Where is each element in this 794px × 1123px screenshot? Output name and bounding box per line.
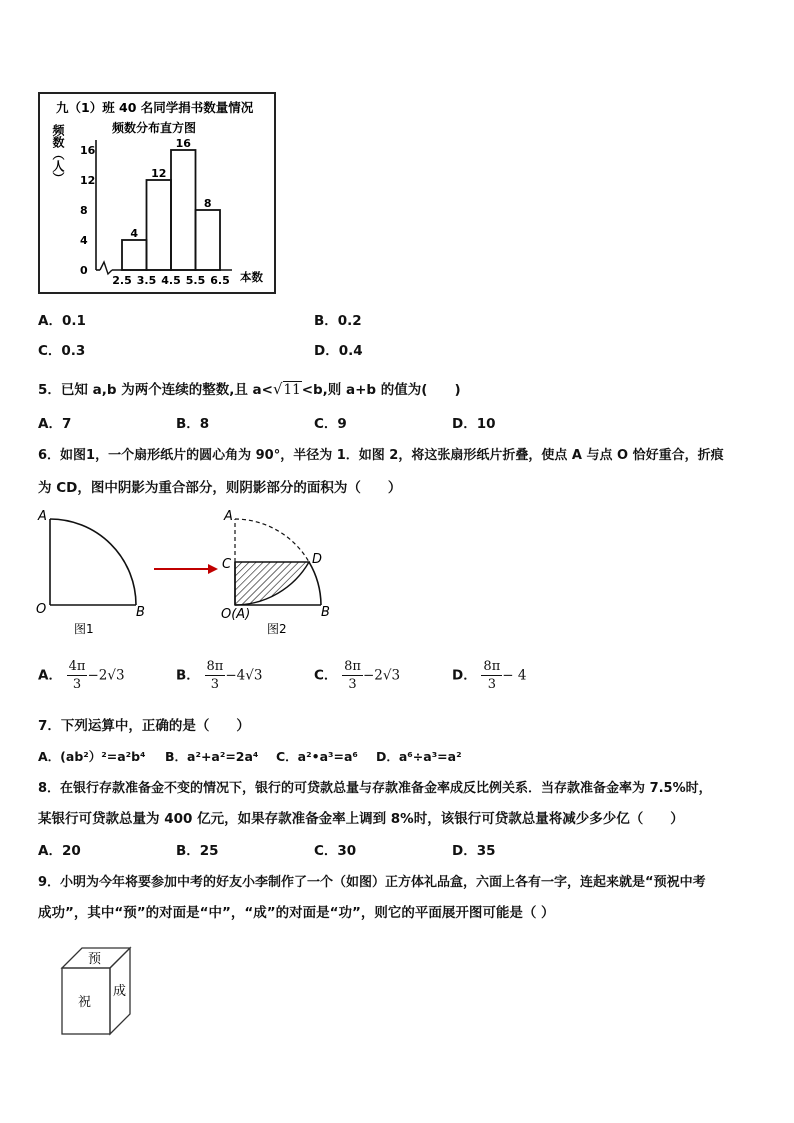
histogram-bar <box>147 180 172 270</box>
sqrt-symbol: √ <box>272 380 283 398</box>
q8-option-d: D．35 <box>452 843 496 859</box>
q7-option-c: C．a²•a³=a⁶ <box>276 749 358 764</box>
fig1-caption: 图1 <box>74 622 94 636</box>
cube-top-char: 预 <box>88 952 102 967</box>
q5-option-c: C．9 <box>314 416 347 432</box>
q6-option-d-tail: − 4 <box>502 667 527 684</box>
fraction-numerator: 8π <box>483 659 501 674</box>
q4-option-a: A．0.1 <box>38 313 86 329</box>
fig1-label-b: B <box>136 605 145 620</box>
q9-line-1: 9．小明为今年将要参加中考的好友小李制作了一个（如图）正方体礼品盒，六面上各有一字，连起来就是“预祝中考 <box>38 875 706 890</box>
q6-option-a <box>38 658 125 693</box>
histogram-chart <box>40 94 274 292</box>
q5-option-b: B．8 <box>176 416 210 432</box>
q6-figures <box>30 505 350 640</box>
q6-option-c-fraction <box>342 658 363 693</box>
fraction-numerator: 8π <box>344 659 361 674</box>
chart-title: 九（1）班 40 名同学捐书数量情况 <box>56 100 254 115</box>
q6-option-a-fraction <box>67 658 88 693</box>
q5-stem <box>38 380 461 399</box>
q6-option-d-fraction <box>481 658 502 693</box>
cube-side-char: 成 <box>113 984 127 999</box>
q5-text-before: 5．已知 a,b 为两个连续的整数,且 a< <box>38 382 273 398</box>
fraction-denominator: 3 <box>348 677 357 692</box>
fraction-numerator: 4π <box>68 659 86 674</box>
q8-option-b: B．25 <box>176 843 219 859</box>
q6-option-d-letter: D． <box>452 667 477 684</box>
fraction-numerator: 8π <box>206 659 224 674</box>
q4-option-d: D．0.4 <box>314 343 363 359</box>
q8-option-a: A．20 <box>38 843 81 859</box>
histogram-frame <box>38 92 276 294</box>
q4-option-c: C．0.3 <box>38 343 86 359</box>
fig2-label-d: D <box>312 552 323 567</box>
axis-break-icon <box>100 262 112 274</box>
fig2-label-b: B <box>321 605 330 620</box>
q5-option-a: A．7 <box>38 416 72 432</box>
histogram-bar <box>122 240 147 270</box>
chart-ylabel: 频数（人） <box>51 124 65 184</box>
q6-line-2: 为 CD，图中阴影为重合部分，则阴影部分的面积为（ ） <box>38 480 402 496</box>
q6-option-c-tail: −2√3 <box>362 667 401 684</box>
gift-cube-figure <box>52 938 142 1038</box>
q6-option-b-tail: −4√3 <box>225 667 263 684</box>
fraction-denominator: 3 <box>487 677 496 692</box>
x-tick-label: 3.5 <box>136 274 157 287</box>
q7-option-a: A．(ab²）²=a²b⁴ <box>38 749 146 764</box>
q6-option-c-letter: C． <box>314 667 338 684</box>
bar-value-label: 12 <box>151 167 167 180</box>
q7-stem: 7．下列运算中，正确的是（ ） <box>38 718 250 734</box>
histogram-bar <box>171 150 196 270</box>
fraction-denominator: 3 <box>72 677 82 692</box>
fig2-label-oa: O(A) <box>221 607 251 622</box>
q6-option-c <box>314 658 400 693</box>
shaded-region <box>235 562 309 605</box>
figure-2-folded-sector <box>235 519 321 605</box>
fig1-label-o: O <box>36 602 47 617</box>
figure-1-sector <box>50 519 136 605</box>
q7-option-b: B．a²+a²=2a⁴ <box>165 749 259 764</box>
bar-value-label: 16 <box>175 137 191 150</box>
q6-line-1: 6．如图1，一个扇形纸片的圆心角为 90°，半径为 1．如图 2，将这张扇形纸片折叠，使点 A 与点 O 恰好重合，折痕 <box>38 448 724 463</box>
q6-option-b-fraction <box>205 658 226 693</box>
q7-option-d: D．a⁶÷a³=a² <box>376 749 462 764</box>
y-tick-label: 8 <box>80 204 88 217</box>
q6-option-b-letter: B． <box>176 667 200 684</box>
fig2-caption: 图2 <box>267 622 287 636</box>
q8-line-1: 8．在银行存款准备金不变的情况下，银行的可贷款总量与存款准备金率成反比例关系．当存款准备金率为 7.5%时， <box>38 781 712 796</box>
fig1-label-a: A <box>38 509 47 524</box>
x-tick-label: 2.5 <box>112 274 132 287</box>
q6-option-d <box>452 658 526 693</box>
q5-radicand: 11 <box>283 382 301 398</box>
cube-front-char: 祝 <box>78 995 92 1010</box>
q4-option-b: B．0.2 <box>314 313 362 329</box>
y-tick-label: 12 <box>80 174 96 187</box>
q8-line-2: 某银行可贷款总量为 400 亿元，如果存款准备金率上调到 8%时，该银行可贷款总量将减少多少亿（ ） <box>38 811 684 827</box>
q6-option-a-tail: −2√3 <box>87 667 125 684</box>
chart-subtitle: 频数分布直方图 <box>112 121 197 135</box>
fraction-denominator: 3 <box>210 677 220 692</box>
chart-xlabel: 本数 <box>240 270 263 284</box>
bar-value-label: 4 <box>130 227 139 240</box>
q6-option-b <box>176 658 262 693</box>
q6-option-a-letter: A． <box>38 667 62 684</box>
y-tick-label: 16 <box>80 144 96 157</box>
fig2-label-c: C <box>222 557 232 572</box>
x-tick-label: 6.5 <box>210 274 230 287</box>
q9-line-2: 成功”，其中“预”的对面是“中”，“成”的对面是“功”，则它的平面展开图可能是（ ） <box>38 905 555 921</box>
q5-text-after: <b,则 a+b 的值为( ) <box>301 382 461 398</box>
y-tick-label: 4 <box>80 234 88 247</box>
red-arrow-icon <box>154 564 218 574</box>
q5-option-d: D．10 <box>452 416 496 432</box>
fig2-label-a: A <box>224 509 233 524</box>
y-tick-label: 0 <box>80 264 88 277</box>
histogram-bar <box>196 210 221 270</box>
x-tick-label: 5.5 <box>185 274 206 287</box>
x-tick-label: 4.5 <box>161 274 181 287</box>
q8-option-c: C．30 <box>314 843 357 859</box>
bar-value-label: 8 <box>203 197 212 210</box>
